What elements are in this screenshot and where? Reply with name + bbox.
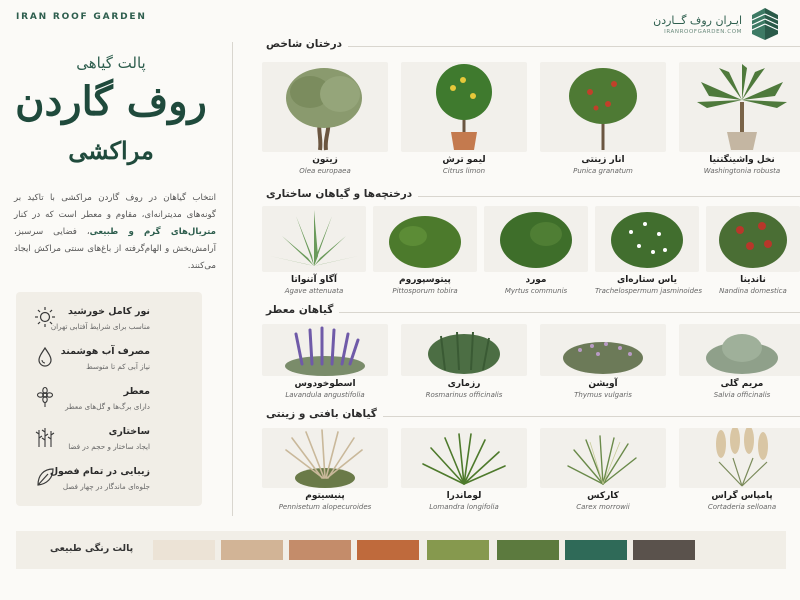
plant-card[interactable] [679, 324, 800, 399]
plant-card[interactable] [262, 206, 366, 295]
intro-text-end: ، فضایی سرسبز، آرامش‌بخش و الهام‌گرفته از باغ‌های سنتی مراکش ایجاد می‌کنند. [14, 227, 216, 271]
plant-image-agave [262, 206, 366, 272]
plant-name-fa: یاس ستاره‌ای [616, 275, 678, 285]
section-title: گیاهان معطر [266, 304, 339, 316]
plant-image-lomandra [401, 428, 527, 488]
plant-card[interactable] [262, 324, 388, 399]
brand-name-fa: ایـران روف گــاردن [653, 13, 742, 27]
feature-title: زیبایی در تمام فصول [49, 466, 150, 477]
feature-title: مصرف آب هوشمند [60, 346, 150, 357]
plant-image-pomegranate [540, 62, 666, 152]
plant-name-fa: زیتون [312, 155, 338, 165]
plant-name-fa: آویشن [588, 379, 618, 389]
plant-card[interactable] [401, 428, 527, 511]
plant-name-sci: Washingtonia robusta [703, 167, 781, 175]
section-rule [330, 46, 800, 47]
plant-name-fa: مورد [525, 275, 547, 285]
plant-image-pennisetum [262, 428, 388, 488]
plant-name-fa: نخل واشینگتنیا [709, 155, 775, 165]
plant-name-sci: Thymus vulgaris [574, 391, 632, 399]
plant-name-fa: پنیسیتوم [305, 491, 345, 501]
color-palette-bar [16, 531, 786, 569]
feature-desc: دارای برگ‌ها و گل‌های معطر [65, 402, 150, 411]
color-swatch[interactable] [221, 540, 283, 560]
plant-name-fa: لیمو ترش [442, 155, 486, 165]
section-header-shrubs [240, 184, 800, 208]
brand-url: IRANROOFGARDEN.COM [664, 28, 742, 35]
plant-name-fa: آگاو آتنواتا [290, 275, 338, 285]
feature-title: ساختاری [108, 426, 150, 437]
plant-name-fa: لوماندرا [446, 491, 482, 501]
plant-image-olive [262, 62, 388, 152]
plant-structure-icon [34, 426, 56, 448]
plant-card[interactable] [679, 62, 800, 175]
plant-name-sci: Lomandra longifolia [429, 503, 499, 511]
plant-name-sci: Olea europaea [299, 167, 351, 175]
plant-image-lavender [262, 324, 388, 376]
palette-label: پالت رنگی طبیعی [50, 543, 134, 554]
plant-name-sci: Citrus limon [442, 167, 486, 175]
plant-name-sci: Pittosporum tobira [392, 287, 458, 295]
column-divider [232, 42, 233, 516]
plant-image-rosemary [401, 324, 527, 376]
color-swatch[interactable] [289, 540, 351, 560]
intro-highlight: متریال‌های گرم و طبیعی [89, 227, 216, 237]
plant-name-sci: Pennisetum alopecuroides [278, 503, 372, 511]
feature-item [16, 462, 202, 502]
plant-name-sci: Carex morrowii [576, 503, 630, 511]
section-header-aromatic [240, 300, 800, 324]
intro-text: انتخاب گیاهان در روف گاردن مراکشی با تاکید بر گونه‌های مدیترانه‌ای، مقاوم و معطر است که در کنار [14, 193, 216, 220]
plant-name-sci: Trachelospermum jasminoides [595, 287, 702, 295]
color-swatch[interactable] [153, 540, 215, 560]
color-swatch[interactable] [427, 540, 489, 560]
section-title: درختچه‌ها و گیاهان ساختاری [266, 188, 418, 200]
plant-card[interactable] [484, 206, 588, 295]
plant-card[interactable] [595, 206, 702, 295]
feature-item [16, 342, 202, 382]
color-swatch[interactable] [633, 540, 695, 560]
plant-card[interactable] [401, 62, 527, 175]
page-title: روف گاردن [15, 78, 207, 125]
plant-name-fa: ناندینا [740, 275, 766, 285]
plant-image-thyme [540, 324, 666, 376]
plant-image-nandina [706, 206, 800, 272]
feature-title: معطر [123, 386, 150, 397]
plant-name-sci: Salvia officinalis [713, 391, 771, 399]
section-header-ornamental [240, 404, 800, 428]
plant-name-sci: Rosmarinus officinalis [425, 391, 503, 399]
plant-name-fa: اسطوخودوس [294, 379, 356, 389]
plant-image-pampas [679, 428, 800, 488]
flower-icon [34, 386, 56, 408]
page-title-line3: مراکشی [68, 136, 154, 165]
plant-image-jasmine [595, 206, 699, 272]
feature-item [16, 382, 202, 422]
section-rule [330, 312, 800, 313]
plant-name-fa: پیتوسپوروم [399, 275, 451, 285]
plant-image-sage [679, 324, 800, 376]
plant-card[interactable] [262, 62, 388, 175]
section-rule [330, 416, 800, 417]
feature-desc: ایجاد ساختار و حجم در فضا [68, 442, 150, 451]
plant-name-sci: Punica granatum [573, 167, 633, 175]
plant-card[interactable] [373, 206, 477, 295]
plant-card[interactable] [540, 324, 666, 399]
brand-name-en: IRAN ROOF GARDEN [16, 12, 147, 22]
plant-name-sci: Lavandula angustifolia [285, 391, 365, 399]
features-panel [16, 292, 202, 506]
plant-name-fa: انار زینتی [581, 155, 625, 165]
plant-card[interactable] [540, 428, 666, 511]
page-subtitle: پالت گیاهی [76, 54, 146, 72]
section-title: درختان شاخص [266, 38, 348, 50]
feature-desc: مناسب برای شرایط آفتابی تهران [50, 322, 150, 331]
plant-name-sci: Agave attenuata [284, 287, 344, 295]
plant-name-fa: رزماری [447, 379, 481, 389]
plant-name-sci: Nandina domestica [719, 287, 787, 295]
plant-image-myrtus [484, 206, 588, 272]
plant-card[interactable] [262, 428, 388, 511]
plant-image-pittosporum [373, 206, 477, 272]
plant-image-palm [679, 62, 800, 152]
feature-desc: نیاز آبی کم تا متوسط [86, 362, 150, 371]
plant-name-sci: Myrtus communis [504, 287, 568, 295]
feature-desc: جلوه‌ای ماندگار در چهار فصل [62, 482, 150, 491]
feature-item [16, 302, 202, 342]
color-swatch[interactable] [497, 540, 559, 560]
water-drop-icon [34, 346, 56, 368]
feature-title: نور کامل خورشید [67, 306, 150, 317]
section-title: گیاهان بافتی و زینتی [266, 408, 383, 420]
color-swatch[interactable] [357, 540, 419, 560]
plant-image-citrus [401, 62, 527, 152]
plant-card[interactable] [679, 428, 800, 511]
plant-card[interactable] [706, 206, 800, 295]
section-header-trees [240, 34, 800, 58]
color-swatch[interactable] [565, 540, 627, 560]
plant-card[interactable] [540, 62, 666, 175]
feature-item [16, 422, 202, 462]
plant-image-carex [540, 428, 666, 488]
plant-name-fa: مریم گلی [720, 379, 764, 389]
intro-paragraph [14, 190, 216, 275]
plant-name-fa: پامپاس گراس [711, 491, 773, 501]
plant-card[interactable] [401, 324, 527, 399]
plant-name-fa: کارکس [587, 491, 619, 501]
plant-name-sci: Cortaderia selloana [707, 503, 777, 511]
